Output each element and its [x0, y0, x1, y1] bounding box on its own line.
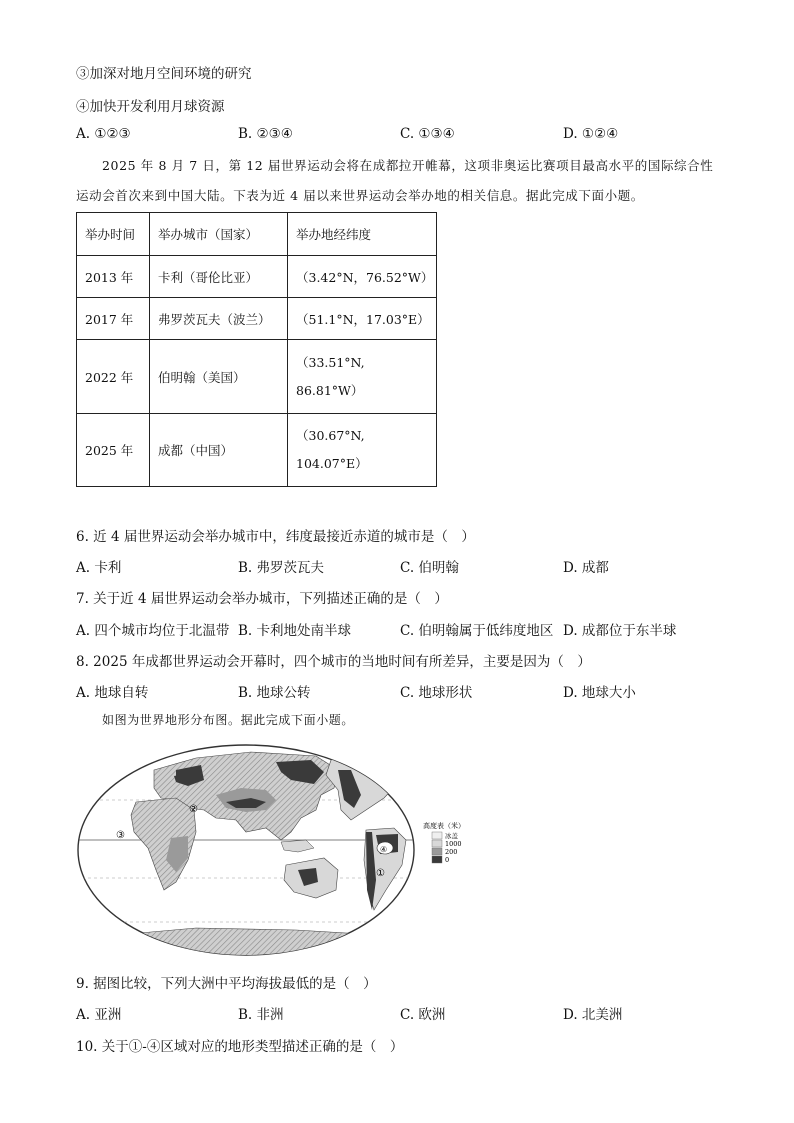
q5-option-c: C. ①③④	[400, 126, 455, 142]
world-terrain-map	[76, 740, 476, 962]
table-header-row	[77, 213, 437, 256]
q6-option-a: A. 卡利	[76, 560, 122, 576]
legend-swatch-high	[432, 840, 442, 847]
q8-option-b: B. 地球公转	[238, 685, 311, 701]
q7-option-c: C. 伯明翰属于低纬度地区	[400, 623, 554, 639]
table-cell-coord-line2: 104.07°E）	[296, 456, 368, 471]
table-row	[77, 256, 437, 298]
table-cell-year: 2017 年	[77, 298, 150, 340]
table-cell-year: 2022 年	[77, 340, 150, 414]
q9-stem: 9. 据图比较，下列大洲中平均海拔最低的是（ ）	[76, 976, 377, 992]
table-cell-year: 2013 年	[77, 256, 150, 298]
antarctica-landmass	[76, 928, 416, 962]
legend-label: 冰盖	[445, 832, 458, 840]
table-cell-city: 伯明翰（美国）	[150, 340, 288, 414]
table-cell-coord	[288, 340, 437, 414]
q10-stem: 10. 关于①-④区域对应的地形类型描述正确的是（ ）	[76, 1039, 404, 1055]
table-cell-coord: （51.1°N，17.03°E）	[288, 298, 437, 340]
table-cell-coord-line1: （30.67°N,	[296, 428, 365, 443]
q7-option-a: A. 四个城市均位于北温带	[76, 623, 230, 639]
q9-option-b: B. 非洲	[238, 1007, 284, 1023]
q8-option-d: D. 地球大小	[563, 685, 636, 701]
table-cell-coord-line1: （33.51°N,	[296, 354, 365, 370]
q9-option-d: D. 北美洲	[563, 1007, 623, 1023]
legend-label: 200	[445, 848, 458, 856]
table-cell-coord: （3.42°N，76.52°W）	[288, 256, 437, 298]
table-cell-city: 弗罗茨瓦夫（波兰）	[150, 298, 288, 340]
q5-item-3: ③加深对地月空间环境的研究	[76, 66, 252, 82]
table-cell-coord	[288, 414, 437, 487]
region-label-4: ④	[380, 845, 388, 854]
table-header: 举办时间	[77, 213, 150, 256]
region-label-2: ②	[189, 804, 198, 815]
legend-swatch-mid	[432, 848, 442, 855]
table-cell-year: 2025 年	[77, 414, 150, 487]
q9-option-c: C. 欧洲	[400, 1007, 446, 1023]
table-row	[77, 298, 437, 340]
elevation-legend	[423, 821, 465, 864]
q5-option-a: A. ①②③	[76, 126, 131, 142]
passage-map-intro-text: 如图为世界地形分布图。据此完成下面小题。	[102, 713, 355, 727]
world-games-table	[76, 212, 437, 487]
table-cell-city: 成都（中国）	[150, 414, 288, 487]
legend-title: 高度表（米）	[423, 822, 465, 830]
q8-option-a: A. 地球自转	[76, 685, 149, 701]
legend-label: 1000	[445, 840, 462, 848]
q6-stem: 6. 近 4 届世界运动会举办城市中，纬度最接近赤道的城市是（ ）	[76, 529, 475, 545]
legend-swatch-ice	[432, 832, 442, 839]
table-row	[77, 414, 437, 487]
q6-option-b: B. 弗罗茨瓦夫	[238, 560, 325, 576]
passage-map-intro	[76, 705, 716, 735]
q7-option-d: D. 成都位于东半球	[563, 623, 677, 639]
q6-option-c: C. 伯明翰	[400, 560, 459, 576]
q5-item-4: ④加快开发利用月球资源	[76, 99, 225, 115]
q9-option-a: A. 亚洲	[76, 1007, 122, 1023]
q8-stem: 8. 2025 年成都世界运动会开幕时，四个城市的当地时间有所差异，主要是因为（ ）	[76, 654, 591, 670]
table-header: 举办城市（国家）	[150, 213, 288, 256]
q8-option-c: C. 地球形状	[400, 685, 473, 701]
passage-world-games-text: 2025 年 8 月 7 日，第 12 届世界运动会将在成都拉开帷幕，这项非奥运比赛项目最高水平的国际综合性运动会首次来到中国大陆。下表为近 4 届以来世界运动会举办地的相关信息。据此完成下面小题。	[76, 158, 714, 203]
q7-stem: 7. 关于近 4 届世界运动会举办城市，下列描述正确的是（ ）	[76, 591, 448, 607]
table-cell-coord-line2: 86.81°W）	[296, 382, 364, 398]
table-cell-city: 卡利（哥伦比亚）	[150, 256, 288, 298]
region-label-3: ③	[116, 830, 125, 841]
region-label-1: ①	[376, 868, 385, 879]
q5-option-b: B. ②③④	[238, 126, 293, 142]
table-row	[77, 340, 437, 414]
q6-option-d: D. 成都	[563, 560, 609, 576]
legend-swatch-low	[432, 856, 442, 863]
table-header: 举办地经纬度	[288, 213, 437, 256]
q7-option-b: B. 卡利地处南半球	[238, 623, 352, 639]
passage-world-games	[76, 151, 716, 211]
q5-option-d: D. ①②④	[563, 126, 619, 142]
legend-label: 0	[445, 856, 450, 864]
